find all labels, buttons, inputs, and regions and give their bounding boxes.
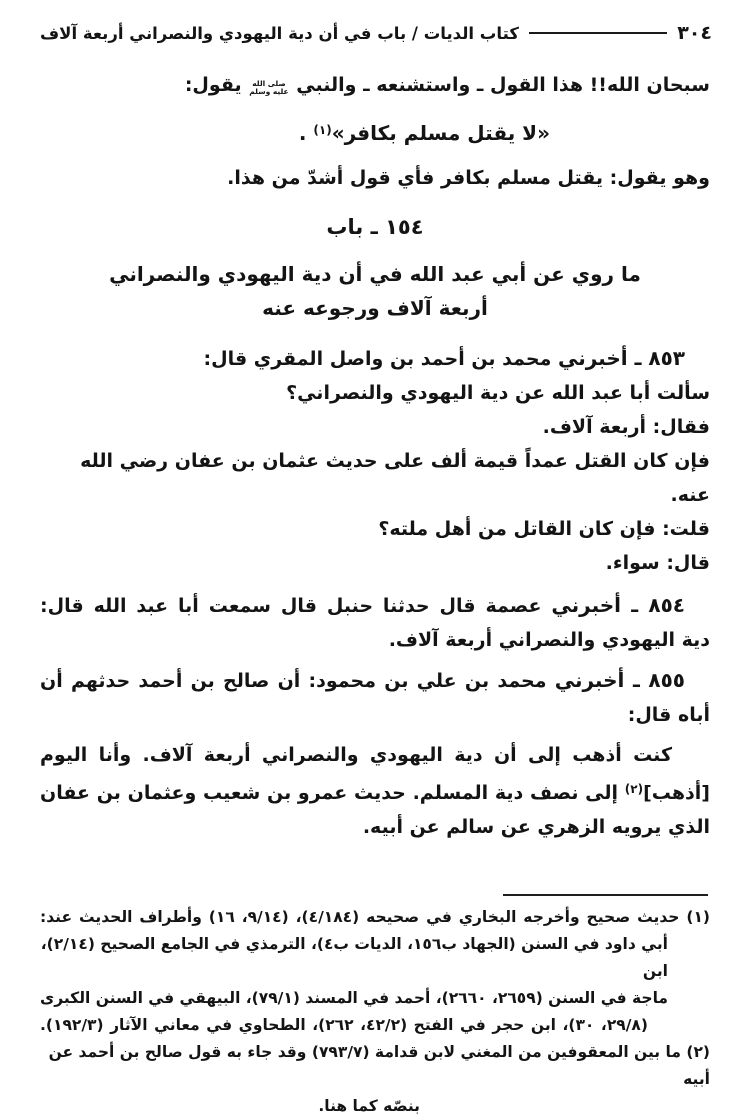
hadith-854-number: ٨٥٤ ـ أخبرني [551,593,686,617]
closing-line-1: كنت أذهب إلى أن دية اليهودي والنصراني أربعة آلاف. وأنا اليوم [40,744,672,766]
quote-period: . [298,121,307,145]
intro-line-post: يقول: [184,74,242,96]
hadith-855 [40,663,710,732]
footnotes [40,904,710,1120]
bab-heading: ١٥٤ ـ باب [326,215,424,239]
hadith-853 [40,341,710,580]
chapter-title [40,257,710,325]
bracketed-word: [أذهب] [643,782,710,804]
intro-line-pre: سبحان الله!! هذا القول ـ واستشنعه ـ والنبي [296,74,710,96]
footnote-ref-1: (١) [313,123,332,137]
hadith-854-isnad [40,588,710,623]
hadith-853-line: قلت: فإن كان القاتل من أهل ملته؟ [378,518,710,540]
book-page [0,22,750,1115]
footnote-1-line-3: ماجة في السنن (٢٦٥٩، ٢٦٦٠)، أحمد في المسند (٧٩/١)، البيهقي في السنن الكبرى [40,989,668,1007]
chapter-title-line1: ما روي عن أبي عبد الله في أن دية اليهودي والنصراني [109,262,641,286]
hadith-853-number: ٨٥٣ ـ أخبرني [557,346,685,370]
salutation-top: صلى الله [252,78,286,88]
hadith-quote-text: «لا يقتل مسلم بكافر» [331,121,550,145]
hadith-853-line: فإن كان القتل عمداً قيمة ألف على حديث عثمان بن عفان رضي الله عنه. [80,450,710,506]
footnote-separator [503,894,708,896]
page-body [40,68,710,844]
footnote-2-line-2: بنصّه كما هنا. [318,1097,420,1115]
intro-line [40,68,710,102]
page-number: ٣٠٤ [677,22,712,44]
salutation-bottom: عليه وسلم [249,87,289,96]
footnote-2-line-1: (٢) ما بين المعقوفين من المغني لابن قدامة (٧٩٣/٧) وقد جاء به قول صالح بن أحمد عن أبيه [48,1043,710,1088]
hadith-854-isnad-rest: عصمة قال حدثنا حنبل قال سمعت أبا عبد الله قال: [40,595,542,617]
hadith-855-isnad [40,663,710,698]
running-header [40,22,712,44]
header-rule [529,32,667,34]
hadith-quote-line [40,113,550,150]
hadith-854-line: دية اليهودي والنصراني أربعة آلاف. [388,629,710,651]
hadith-853-line: فقال: أربعة آلاف. [542,416,710,438]
footnote-ref-2: (٢) [624,782,644,796]
footnote-1-line-2: أبي داود في السنن (الجهاد ب١٥٦، الديات ب٤)، الترمذي في الجامع الصحيح (٢/١٤)، ابن [40,935,668,980]
hadith-853-line: سألت أبا عبد الله عن دية اليهودي والنصراني؟ [286,382,710,404]
footnote-1-line-1: (١) حديث صحيح وأخرجه البخاري في صحيحه (٤/١٨٤)، (٩/١٤، ١٦) وأطراف الحديث عند: [40,908,710,926]
hadith-855-number: ٨٥٥ ـ أخبرني [554,668,685,692]
closing-line-2-rest: إلى نصف دية المسلم. حديث عمرو بن شعيب وعثمان بن عفان [40,782,619,804]
closing-line-3: الذي يرويه الزهري عن سالم عن أبيه. [362,816,710,838]
hadith-855-isnad-rest: محمد بن علي بن محمود: أن صالح بن أحمد حدثهم أن [40,670,547,692]
hadith-853-isnad [40,341,710,376]
hadith-855-line: أباه قال: [627,704,710,726]
hadith-853-isnad-rest: محمد بن أحمد بن واصل المقري قال: [203,348,552,370]
closing-line-2 [40,772,710,810]
header-title: كتاب الديات / باب في أن دية اليهودي والنصراني أربعة آلاف [40,23,519,43]
closing-paragraph [40,738,710,844]
hadith-853-line: قال: سواء. [605,552,710,574]
chapter-title-line2: أربعة آلاف ورجوعه عنه [262,296,488,320]
response-line: وهو يقول: يقتل مسلم بكافر فأي قول أشدّ من هذا. [227,167,710,189]
hadith-854 [40,588,710,657]
footnote-1-line-4: (٢٩/٨، ٣٠)، ابن حجر في الفتح (٤٢/٢، ٢٦٢)، الطحاوي في معاني الآثار (١٩٢/٣). [40,1016,648,1034]
prophet-salutation-mark [248,80,289,97]
